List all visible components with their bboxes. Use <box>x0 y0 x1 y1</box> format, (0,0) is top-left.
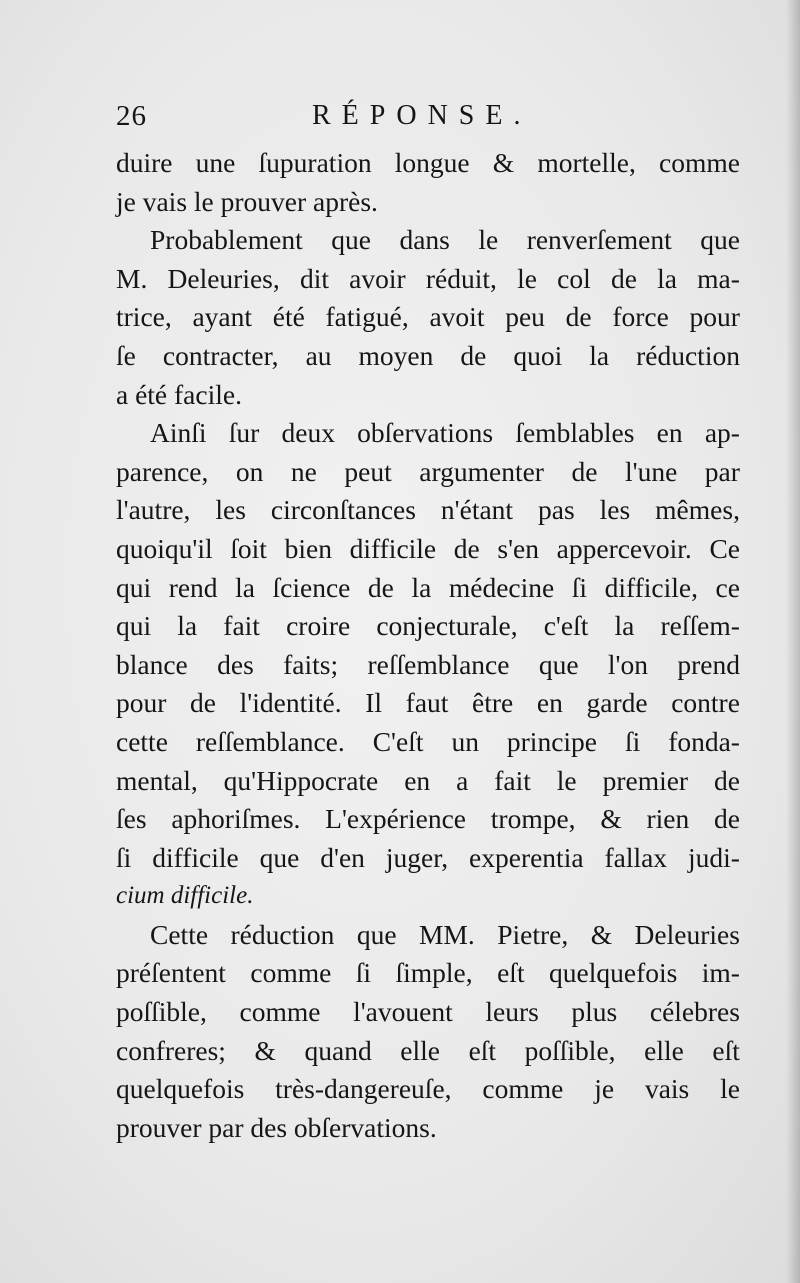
word: renverſement <box>526 224 672 256</box>
word: la <box>235 571 255 603</box>
text-line <box>116 414 740 453</box>
word: comme <box>250 957 332 989</box>
text-line <box>116 1070 740 1109</box>
word: dit <box>299 262 329 294</box>
word: & <box>254 1034 276 1066</box>
word: ſi <box>571 571 588 603</box>
word: l'autre, <box>116 494 191 526</box>
word: très-dangereuſe, <box>275 1073 452 1105</box>
word: médecine <box>448 571 555 603</box>
word: de <box>367 571 394 603</box>
text-line <box>116 491 740 530</box>
word: les <box>215 494 246 526</box>
word: les <box>599 494 631 526</box>
running-head: RÉPONSE. <box>312 100 532 131</box>
word: M. <box>116 262 148 294</box>
word: en <box>404 764 431 796</box>
word: comme <box>482 1073 564 1105</box>
word: Pietre, <box>497 918 569 950</box>
word: comme <box>239 996 321 1028</box>
word: avoit <box>429 301 485 333</box>
word: principe <box>506 725 597 757</box>
word: de <box>714 764 740 796</box>
word: réduit, <box>425 262 497 294</box>
word: reſſemblance <box>367 648 510 680</box>
word: célebres <box>649 996 740 1028</box>
word: que <box>700 224 740 256</box>
word: difficile <box>152 841 239 873</box>
word: que <box>259 841 300 873</box>
word: contracter, <box>162 339 279 371</box>
text-line-content: cium difficile. <box>116 882 254 910</box>
word: qu'Hippocrate <box>223 764 379 796</box>
text-line <box>116 337 740 376</box>
word: ſe <box>116 339 136 371</box>
word: premier <box>602 764 689 796</box>
word: argumenter <box>419 455 544 487</box>
word: comme <box>658 147 740 178</box>
word: la <box>614 610 635 642</box>
word: MM. <box>418 918 475 950</box>
word: qui <box>116 610 152 642</box>
text-line <box>116 1109 740 1148</box>
word: ſi <box>355 957 372 989</box>
text-line <box>116 954 740 993</box>
page-header <box>116 100 736 140</box>
word: eſt <box>497 957 525 989</box>
word: réduction <box>636 339 740 371</box>
text-line-content: prouver par des obſervations. <box>116 1111 437 1143</box>
word: fatigué, <box>325 301 409 333</box>
word: en <box>536 687 563 719</box>
word: qui <box>116 571 152 603</box>
word: duire <box>116 147 173 178</box>
text-line <box>116 800 740 839</box>
word: leurs <box>485 996 539 1028</box>
word: l'identité. <box>239 687 342 719</box>
word: eſt <box>468 1034 497 1066</box>
word: ce <box>715 571 740 603</box>
text-line-content: je vais le prouver après. <box>116 185 378 217</box>
word: Deleuries, <box>167 262 280 294</box>
word: ſes <box>116 803 147 835</box>
word: l'on <box>607 648 648 680</box>
word: ſoit <box>230 532 267 564</box>
word: pas <box>538 494 575 526</box>
word: fait <box>223 610 260 642</box>
word: réduction <box>230 918 335 950</box>
word: de <box>565 301 592 333</box>
word: moyen <box>358 339 434 371</box>
word: Probablement <box>150 224 303 256</box>
word: eſt <box>712 1034 740 1066</box>
word: je <box>594 1073 615 1105</box>
word: circonſtances <box>270 494 416 526</box>
word: obſervations <box>357 417 494 449</box>
word: le <box>720 1073 740 1105</box>
word: rend <box>168 571 218 603</box>
word: de <box>453 532 480 564</box>
page-number: 26 <box>116 100 147 132</box>
word: difficile, <box>604 571 698 603</box>
word: judi- <box>687 841 740 873</box>
word: que <box>356 918 397 950</box>
word: un <box>451 725 479 757</box>
text-line <box>116 221 740 260</box>
text-line-content: a été facile. <box>116 378 242 410</box>
word: que <box>538 648 579 680</box>
word: c'eſt <box>543 610 589 642</box>
word: quoiqu'il <box>116 532 213 564</box>
text-line <box>116 376 740 415</box>
text-line <box>116 723 740 762</box>
word: trompe, <box>490 803 576 835</box>
word: Deleuries <box>634 918 740 950</box>
word: a <box>456 764 469 796</box>
word: aphoriſmes. <box>171 803 301 835</box>
word: quelquefois <box>549 957 678 989</box>
word: préſentent <box>116 957 226 989</box>
word: des <box>217 648 254 680</box>
word: poſſible, <box>116 996 207 1028</box>
word: cette <box>116 725 168 757</box>
word: deux <box>281 417 335 449</box>
word: reſſemblance. <box>195 725 345 757</box>
word: quelquefois <box>116 1073 245 1105</box>
word: blance <box>116 648 188 680</box>
word: Il <box>365 687 383 719</box>
word: longue <box>394 147 470 178</box>
word: faits; <box>283 648 339 680</box>
word: été <box>272 301 305 333</box>
word: de <box>571 455 598 487</box>
text-line <box>116 1032 740 1071</box>
word: C'eſt <box>372 725 424 757</box>
word: Cette <box>150 918 209 950</box>
word: ap- <box>704 417 740 449</box>
word: prend <box>677 648 740 680</box>
text-line <box>116 916 740 955</box>
word: pour <box>116 687 167 719</box>
word: faut <box>405 687 449 719</box>
word: vais <box>644 1073 690 1105</box>
word: col <box>557 262 591 294</box>
word: dans <box>399 224 450 256</box>
word: contre <box>671 687 740 719</box>
word: de <box>190 687 217 719</box>
word: la <box>657 262 677 294</box>
word: d'en <box>320 841 365 873</box>
word: mental, <box>116 764 198 796</box>
word: fallax <box>604 841 668 873</box>
word: avoir <box>349 262 406 294</box>
word: être <box>472 687 514 719</box>
word: & <box>590 918 613 950</box>
word: le <box>517 262 537 294</box>
word: confreres; <box>116 1034 226 1066</box>
word: reſſem- <box>660 610 740 642</box>
word: par <box>704 455 740 487</box>
text-line <box>116 183 740 222</box>
word: parence, <box>116 455 209 487</box>
word: l'avouent <box>353 996 453 1028</box>
word: mêmes, <box>655 494 740 526</box>
word: peut <box>344 455 392 487</box>
word: mortelle, <box>537 147 636 178</box>
word: la <box>177 610 198 642</box>
text-line <box>116 298 740 337</box>
word: Ainſi <box>150 417 207 449</box>
word: garde <box>586 687 648 719</box>
word: trice, <box>116 301 172 333</box>
text-line <box>116 607 740 646</box>
word: en <box>656 417 683 449</box>
word: bien <box>284 532 332 564</box>
text-line <box>116 877 740 916</box>
word: & <box>492 147 515 178</box>
text-line <box>116 453 740 492</box>
word: ſi <box>624 725 641 757</box>
text-line <box>116 684 740 723</box>
text-line <box>116 144 740 183</box>
word: appercevoir. <box>556 532 692 564</box>
word: elle <box>400 1034 440 1066</box>
word: force <box>612 301 669 333</box>
word: ſur <box>228 417 260 449</box>
word: ſemblables <box>515 417 635 449</box>
page-edge-shadow <box>786 0 800 1283</box>
word: le <box>478 224 499 256</box>
word: rien <box>646 803 690 835</box>
word: ma- <box>697 262 740 294</box>
word: ayant <box>192 301 253 333</box>
word: de <box>714 803 740 835</box>
word: s'en <box>497 532 540 564</box>
text-line <box>116 839 740 878</box>
word: ſi <box>116 841 132 873</box>
word: une <box>195 147 236 178</box>
word: on <box>235 455 264 487</box>
word: L'expérience <box>325 803 467 835</box>
word: poſſible, <box>524 1034 616 1066</box>
word: experentia <box>469 841 584 873</box>
word: juger, <box>385 841 449 873</box>
word: difficile <box>349 532 437 564</box>
text-line <box>116 762 740 801</box>
word: pour <box>689 301 740 333</box>
word: de <box>610 262 637 294</box>
word: quand <box>304 1034 372 1066</box>
word: ſcience <box>272 571 351 603</box>
text-line <box>116 646 740 685</box>
word: que <box>331 224 371 256</box>
word: peu <box>505 301 545 333</box>
word: fait <box>494 764 531 796</box>
text-line <box>116 569 740 608</box>
word: quoi <box>513 339 563 371</box>
word: l'une <box>624 455 678 487</box>
text-line <box>116 530 740 569</box>
word: elle <box>644 1034 684 1066</box>
word: im- <box>701 957 740 989</box>
word: n'étant <box>440 494 514 526</box>
text-line <box>116 993 740 1032</box>
word: de <box>460 339 487 371</box>
word: ſupuration <box>258 147 372 178</box>
word: croire <box>286 610 351 642</box>
word: la <box>411 571 432 603</box>
word: fonda- <box>668 725 740 757</box>
text-line <box>116 260 740 299</box>
word: le <box>556 764 577 796</box>
word: ſimple, <box>395 957 473 989</box>
word: plus <box>571 996 618 1028</box>
word: ne <box>290 455 317 487</box>
word: conjecturale, <box>376 610 518 642</box>
word: & <box>600 803 622 835</box>
word: au <box>305 339 332 371</box>
word: Ce <box>709 532 740 564</box>
word: la <box>589 339 610 371</box>
body-text <box>116 144 740 1147</box>
